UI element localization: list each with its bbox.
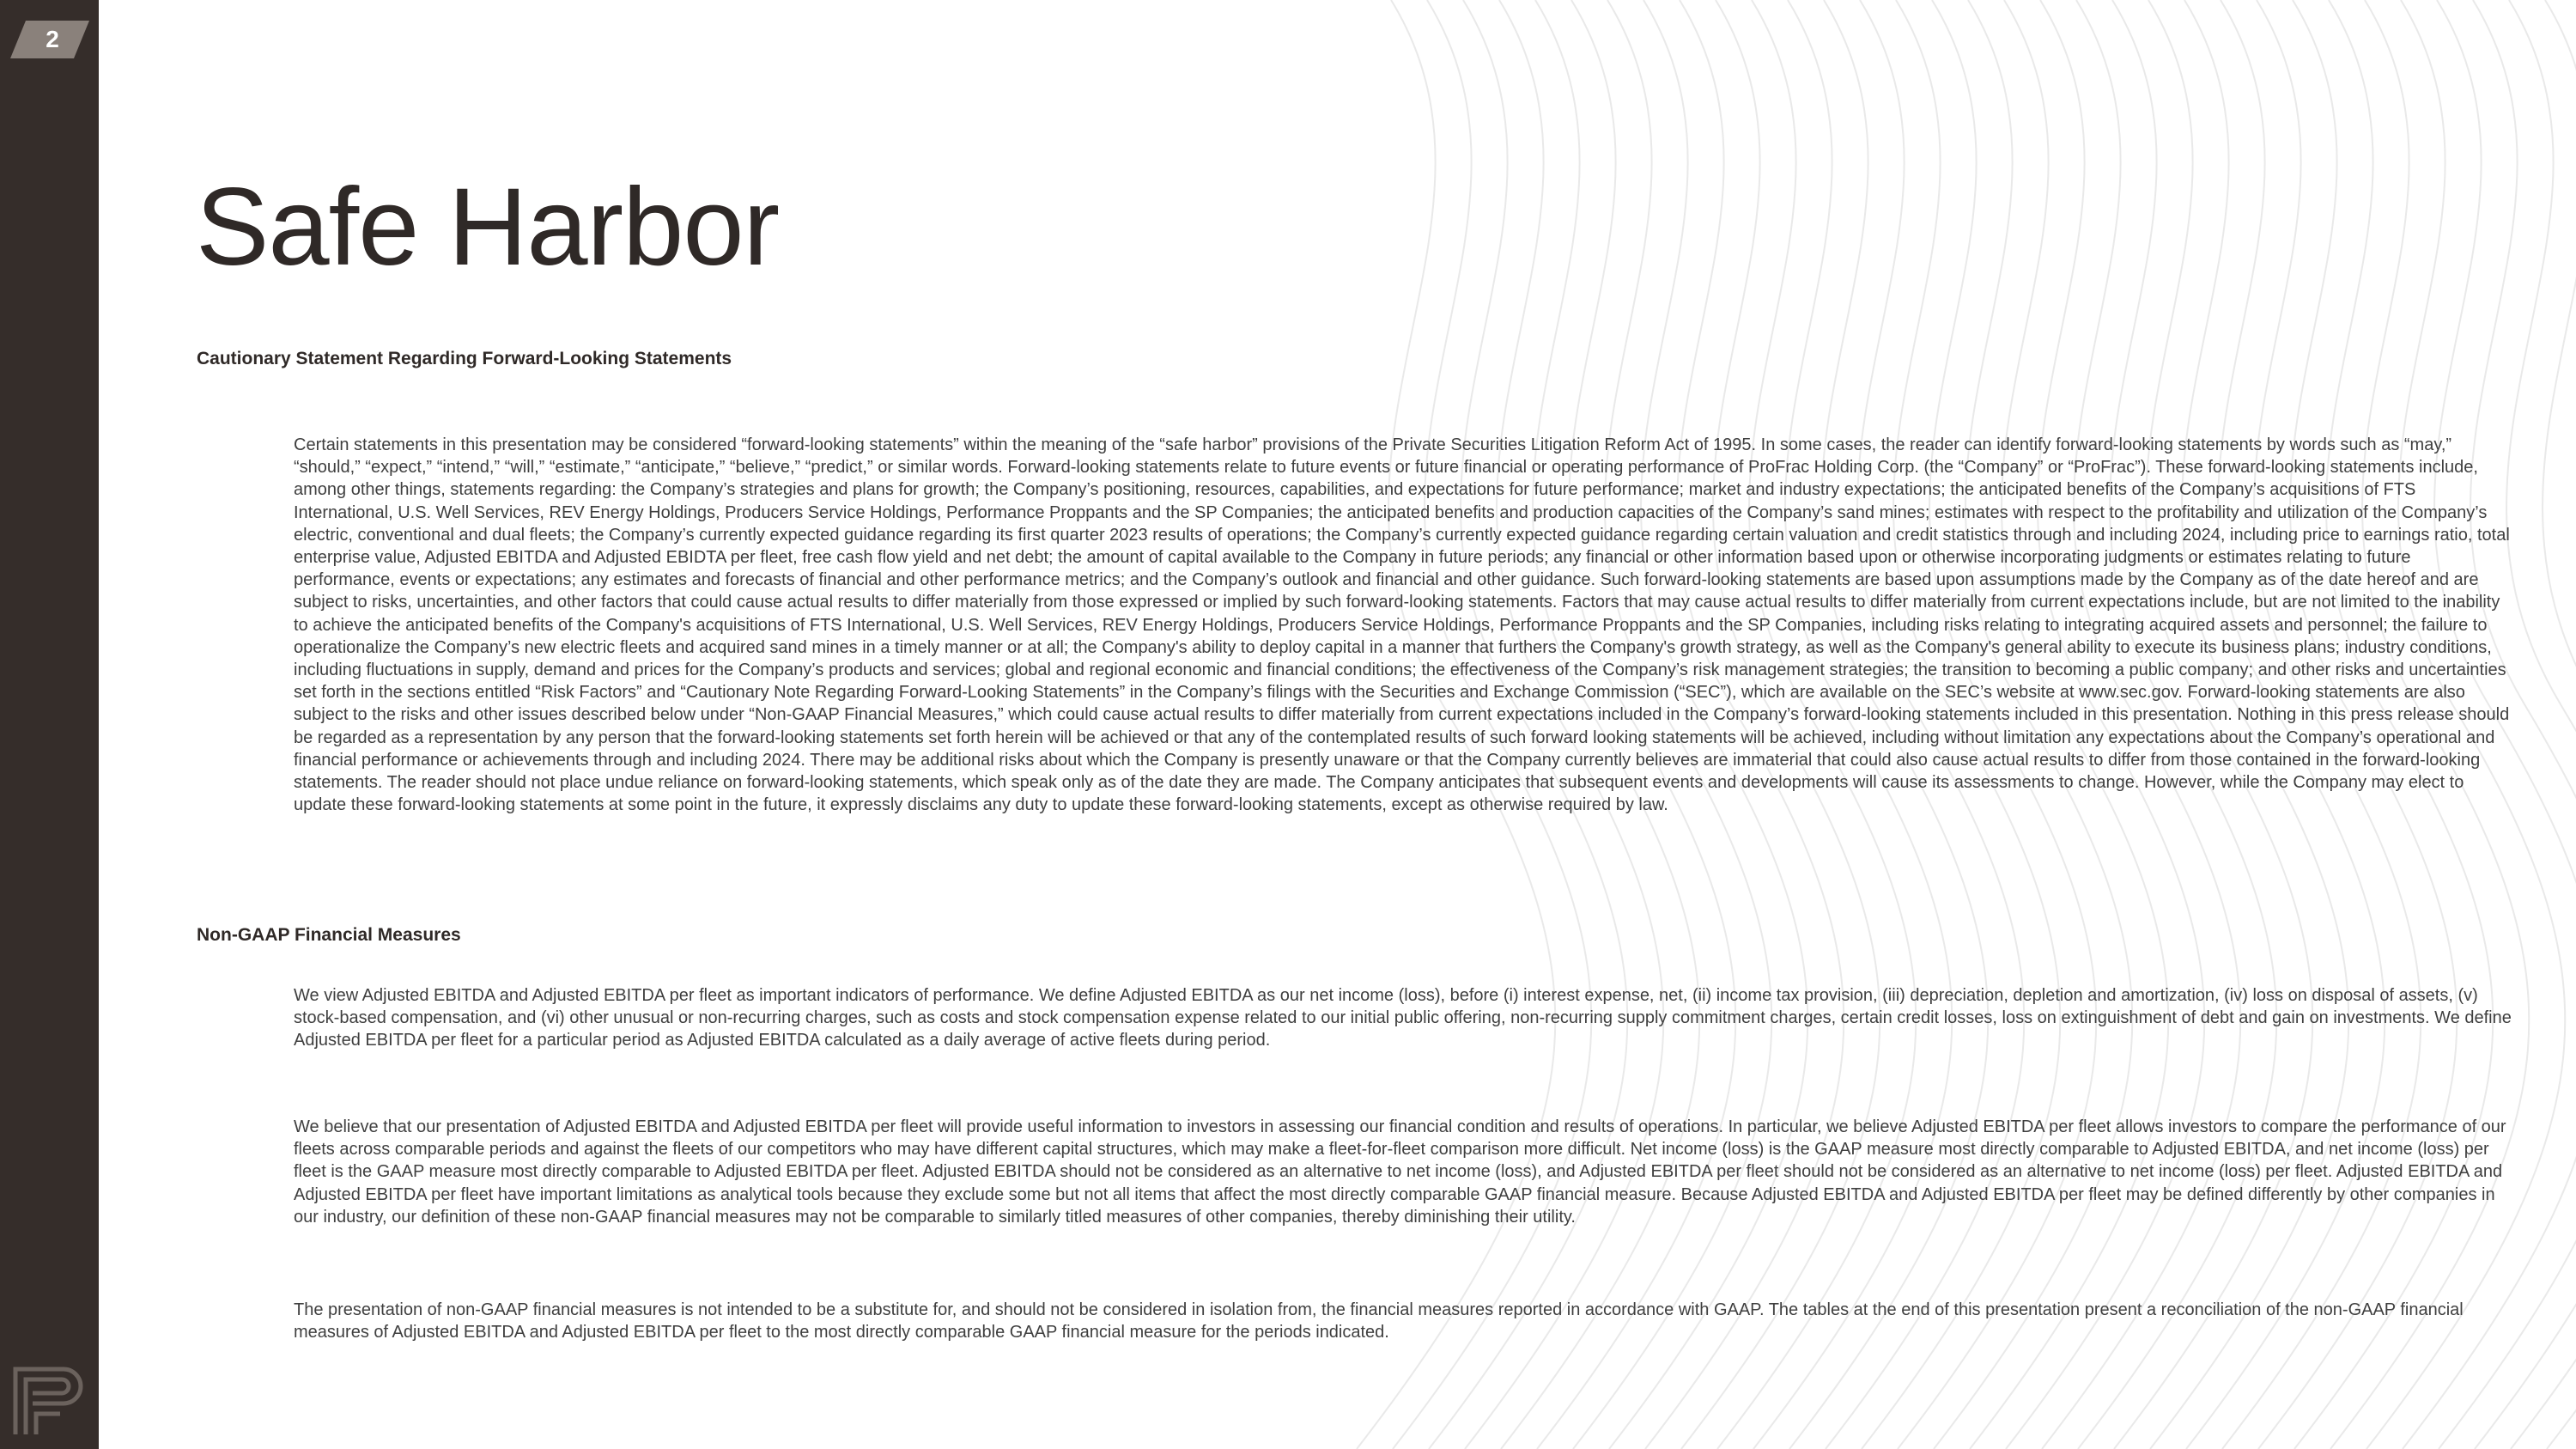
forward-looking-paragraph: Certain statements in this presentation may be considered “forward-looking statements” within the meaning of the “safe harbor” provisions of the Private Securities Litigation Reform Act of 1995. In some cases, the reader can identify forward-looking statements by words such as “may,” “should,” “expect,” “intend,” “will,” “estimate,” “anticipate,” “believe,” “predict,” or similar words. Forward-looking statements relate to future events or future financial or operating performance of ProFrac Holding Corp. (the “Company” or “ProFrac”). These forward-looking statements include, among other things, statements regarding: the Company’s strategies and plans for growth; the Company’s positioning, resources, capabilities, and expectations for future performance; market and industry expectations; the anticipated benefits of the Company’s acquisitions of FTS International, U.S. Well Services, REV Energy Holdings, Producers Service Holdings, Performance Proppants and the SP Companies; the anticipated benefits and production capacities of the Company’s sand mines; estimates with respect to the profitability and utilization of the Company’s electric, conventional and dual fleets; the Company’s currently expected guidance regarding its first quarter 2023 results of operations; the Company’s currently expected guidance regarding certain valuation and credit statistics through and including 2024, including price to earnings ratio, total enterprise value, Adjusted EBITDA and Adjusted EBIDTA per fleet, free cash flow yield and net debt; the amount of capital available to the Company in future periods; any financial or other information based upon or otherwise incorporating judgments or estimates relating to future performance, events or expectations; any estimates and forecasts of financial and other performance metrics; and the Company’s outlook and financial and other guidance. Such forward-looking statements are based upon assumptions made by the Company as of the date hereof and are subject to risks, uncertainties, and other factors that could cause actual results to differ materially from those expressed or implied by such forward-looking statements. Factors that may cause actual results to differ materially from current expectations include, but are not limited to the inability to achieve the anticipated benefits of the Company's acquisitions of FTS International, U.S. Well Services, REV Energy Holdings, Producers Service Holdings, Performance Proppants and the SP Companies, including risks relating to integrating acquired assets and personnel; the failure to operationalize the Company’s new electric fleets and acquired sand mines in a timely manner or at all; the Company's ability to deploy capital in a manner that furthers the Company's growth strategy, as well as the Company's general ability to execute its business plans; industry conditions, including fluctuations in supply, demand and prices for the Company’s products and services; global and regional economic and financial conditions; the effectiveness of the Company’s risk management strategies; the transition to becoming a public company; and other risks and uncertainties set forth in the sections entitled “Risk Factors” and “Cautionary Note Regarding Forward-Looking Statements” in the Company’s filings with the Securities and Exchange Commission (“SEC”), which are available on the SEC’s website at www.sec.gov. Forward-looking statements are also subject to the risks and other issues described below under “Non-GAAP Financial Measures,” which could cause actual results to differ materially from current expectations included in the Company’s forward-looking statements included in this presentation. Nothing in this press release should be regarded as a representation by any person that the forward-looking statements set forth herein will be achieved or that any of the contemplated results of such forward looking statements will be achieved, including without limitation any expectations about the Company’s operational and financial performance or achievements through and including 2024. There may be additional risks about which the Company is presently unaware or that the Company currently believes are immaterial that could also cause actual results to differ from those contained in the forward-looking statements. The reader should not place undue reliance on forward-looking statements, which speak only as of the date they are made. The Company anticipates that subsequent events and developments will cause its assessments to change. However, while the Company may elect to update these forward-looking statements at some point in the future, it expressly disclaims any duty to update these forward-looking statements, except as otherwise required by law. bbox=[294, 435, 2510, 815]
non-gaap-paragraph-2: We believe that our presentation of Adjusted EBITDA and Adjusted EBITDA per fleet will provide useful information to investors in assessing our financial condition and results of operations. In particular, we believe Adjusted EBITDA per fleet allows investors to compare the performance of our fleets across comparable periods and against the fleets of our competitors who may have different capital structures, which may make a fleet-for-fleet comparison more difficult. Net income (loss) is the GAAP measure most directly comparable to Adjusted EBITDA, and net income (loss) per fleet is the GAAP measure most directly comparable to Adjusted EBITDA per fleet. Adjusted EBITDA should not be considered as an alternative to net income (loss), and Adjusted EBITDA per fleet should not be considered as an alternative to net income (loss) per fleet. Adjusted EBITDA and Adjusted EBITDA per fleet have important limitations as analytical tools because they exclude some but not all items that affect the most directly comparable GAAP financial measure. Because Adjusted EBITDA and Adjusted EBITDA per fleet may be defined differently by other companies in our industry, our definition of these non-GAAP financial measures may not be comparable to similarly titled measures of other companies, thereby diminishing their utility. bbox=[294, 1117, 2506, 1227]
non-gaap-paragraph-1: We view Adjusted EBITDA and Adjusted EBITDA per fleet as important indicators of performance. We define Adjusted EBITDA as our net income (loss), before (i) interest expense, net, (ii) income tax provision, (iii) depreciation, depletion and amortization, (iv) loss on disposal of assets, (v) stock-based compensation, and (vi) other unusual or non-recurring charges, such as costs and stock compensation expense related to our initial public offering, non-recurring supply commitment charges, certain credit losses, loss on extinguishment of debt and gain on investments. We define Adjusted EBITDA per fleet for a particular period as Adjusted EBITDA calculated as a daily average of active fleets during period. bbox=[294, 986, 2512, 1050]
sidebar bbox=[0, 0, 99, 1449]
page-number: 2 bbox=[46, 26, 59, 52]
profrac-logo-icon bbox=[10, 1364, 89, 1436]
page-number-badge bbox=[10, 21, 89, 58]
page-title: Safe Harbor bbox=[196, 166, 780, 289]
non-gaap-paragraph-3: The presentation of non-GAAP financial measures is not intended to be a substitute for, and should not be considered in isolation from, the financial measures reported in accordance with GAAP. The tables at the end of this presentation present a reconciliation of the non-GAAP financial measures of Adjusted EBITDA and Adjusted EBITDA per fleet to the most directly comparable GAAP financial measure for the periods indicated. bbox=[294, 1300, 2464, 1342]
forward-looking-heading: Cautionary Statement Regarding Forward-Looking Statements bbox=[197, 349, 732, 368]
non-gaap-heading: Non-GAAP Financial Measures bbox=[197, 925, 461, 945]
wave-line bbox=[2511, 0, 2576, 1449]
